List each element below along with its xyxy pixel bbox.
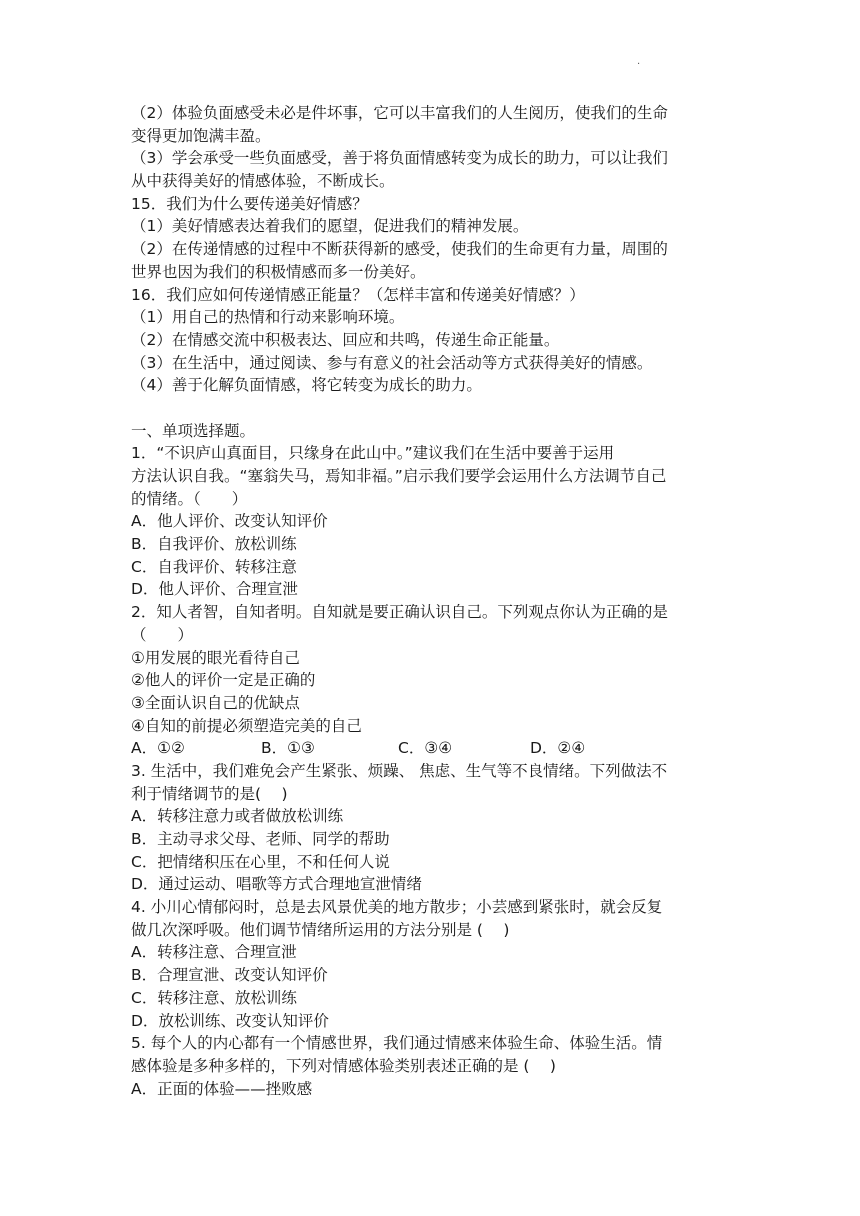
text-line: （3）在生活中，通过阅读、参与有意义的社会活动等方式获得美好的情感。 xyxy=(131,353,653,372)
text-line: 变得更加饱满丰盈。 xyxy=(131,126,271,145)
text-line: （2）在传递情感的过程中不断获得新的感受，使我们的生命更有力量，周围的 xyxy=(131,240,668,259)
question-text: （ ） xyxy=(131,625,194,644)
question-text: 3. 生活中，我们难免会产生紧张、烦躁、 焦虑、生气等不良情绪。下列做法不 xyxy=(131,761,668,780)
text-line: （2）体验负面感受未必是件坏事，它可以丰富我们的人生阅历，使我们的生命 xyxy=(131,104,668,122)
text-line: （1）用自己的热情和行动来影响环境。 xyxy=(131,308,405,327)
text-line: （1）美好情感表达着我们的愿望，促进我们的精神发展。 xyxy=(131,217,529,236)
answer-option-a: A．①② xyxy=(131,739,185,758)
question-text: 做几次深呼吸。他们调节情绪所运用的方法分别是 ( ) xyxy=(131,920,510,939)
answer-option-c: C．③④ xyxy=(398,739,453,758)
answer-option-d: D．②④ xyxy=(530,739,586,758)
question-heading: 15．我们为什么要传递美好情感？ xyxy=(131,194,368,213)
question-text: 的情绪。（ ） xyxy=(131,489,248,508)
blank-line xyxy=(131,397,731,420)
question-text: 1．“不识庐山真面目，只缘身在此山中。”建议我们在生活中要善于运用 xyxy=(131,444,615,463)
question-text: 5. 每个人的内心都有一个情感世界，我们通过情感来体验生命、体验生活。情 xyxy=(131,1034,663,1053)
section-heading: 一、单项选择题。 xyxy=(131,421,256,440)
document-body xyxy=(131,102,731,1100)
answer-option: C．把情绪积压在心里，不和任何人说 xyxy=(131,852,390,871)
question-text: 利于情绪调节的是( ) xyxy=(131,784,288,803)
text-line: （3）学会承受一些负面感受，善于将负面情感转变为成长的助力，可以让我们 xyxy=(131,149,668,168)
answer-option: A．转移注意力或者做放松训练 xyxy=(131,807,344,826)
text-line: 从中获得美好的情感体验，不断成长。 xyxy=(131,172,395,191)
question-text: 感体验是多种多样的，下列对情感体验类别表述正确的是 ( ) xyxy=(131,1056,556,1075)
text-line: （2）在情感交流中积极表达、回应和共鸣，传递生命正能量。 xyxy=(131,330,560,349)
answer-option: D．通过运动、唱歌等方式合理地宣泄情绪 xyxy=(131,875,422,894)
statement-item: ④自知的前提必须塑造完美的自己 xyxy=(131,716,362,735)
answer-option: A．转移注意、合理宣泄 xyxy=(131,943,297,962)
answer-options-row xyxy=(131,737,731,760)
answer-option: D．放松训练、改变认知评价 xyxy=(131,1011,329,1030)
statement-item: ①用发展的眼光看待自己 xyxy=(131,648,300,667)
question-text: 2．知人者智，自知者明。自知就是要正确认识自己。下列观点你认为正确的是 xyxy=(131,603,668,622)
answer-option: A．正面的体验——挫败感 xyxy=(131,1079,313,1098)
answer-option-b: B．①③ xyxy=(261,739,315,758)
answer-option: A．他人评价、改变认知评价 xyxy=(131,512,328,531)
answer-option: C．自我评价、转移注意 xyxy=(131,557,297,576)
answer-option: C．转移注意、放松训练 xyxy=(131,988,297,1007)
text-line: （4）善于化解负面情感，将它转变为成长的助力。 xyxy=(131,376,482,395)
statement-item: ③全面认识自己的优缺点 xyxy=(131,693,300,712)
answer-option: B．合理宣泄、改变认知评价 xyxy=(131,966,328,985)
answer-option: B．主动寻求父母、老师、同学的帮助 xyxy=(131,830,390,848)
question-text: 4. 小川心情郁闷时，总是去风景优美的地方散步；小芸感到紧张时，就会反复 xyxy=(131,898,663,917)
text-line: 世界也因为我们的积极情感而多一份美好。 xyxy=(131,262,426,281)
question-text: 方法认识自我。“塞翁失马，焉知非福。”启示我们要学会运用什么方法调节自己 xyxy=(131,467,667,485)
question-heading: 16．我们应如何传递情感正能量？（怎样丰富和传递美好情感？） xyxy=(131,285,585,304)
statement-item: ②他人的评价一定是正确的 xyxy=(131,671,316,690)
page-mark: . xyxy=(637,56,641,67)
answer-option: B．自我评价、放松训练 xyxy=(131,535,297,554)
answer-option: D．他人评价、合理宣泄 xyxy=(131,580,298,599)
